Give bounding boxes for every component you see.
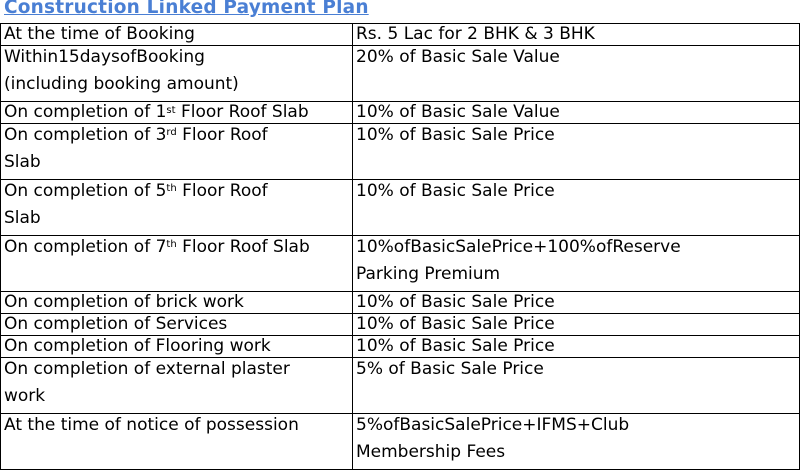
payment-text: 5% of Basic Sale Price — [356, 359, 544, 379]
table-row — [1, 124, 800, 180]
table-row — [1, 336, 800, 358]
word: Within — [4, 47, 59, 67]
milestone-text — [4, 180, 349, 202]
milestone-text: At the time of Booking — [4, 24, 195, 44]
word: of — [119, 47, 137, 67]
milestone-text: On completion of 1 — [4, 102, 167, 122]
milestone-cell — [1, 236, 353, 292]
table-row — [1, 314, 800, 336]
word: of — [595, 237, 613, 257]
milestone-text: On completion of brick work — [4, 292, 244, 312]
payment-text-line2: Membership Fees — [356, 442, 506, 462]
word: Price — [491, 237, 534, 257]
word: Basic — [399, 415, 445, 435]
word: Price — [480, 415, 523, 435]
milestone-text-head: On completion of 5 — [4, 181, 167, 201]
milestone-text: At the time of notice of possession — [4, 415, 299, 435]
payment-text: 10% of Basic Sale Price — [356, 181, 555, 201]
payment-text: 10% of Basic Sale Price — [356, 292, 555, 312]
ordinal-suffix: th — [166, 183, 177, 194]
milestone-cell — [1, 336, 353, 358]
table-row — [1, 414, 800, 470]
payment-text: Rs. 5 Lac for 2 BHK & 3 BHK — [356, 24, 595, 44]
milestone-text — [4, 124, 349, 146]
payment-cell — [353, 24, 800, 46]
word: Booking — [136, 47, 205, 67]
milestone-text-head: On completion of 7 — [4, 237, 167, 257]
payment-cell — [353, 314, 800, 336]
word: + — [522, 415, 537, 435]
word: 15 — [58, 47, 80, 67]
payment-cell — [353, 292, 800, 314]
milestone-text — [4, 236, 349, 258]
word: Basic — [410, 237, 456, 257]
ordinal-suffix: st — [166, 105, 176, 116]
milestone-text: On completion of Flooring work — [4, 336, 271, 356]
milestone-cell — [1, 102, 353, 124]
milestone-text-head: On completion of 3 — [4, 125, 167, 145]
table-row — [1, 236, 800, 292]
milestone-cell — [1, 180, 353, 236]
ordinal-suffix: rd — [166, 127, 177, 138]
milestone-cell — [1, 292, 353, 314]
milestone-cell — [1, 124, 353, 180]
milestone-text-line2: Slab — [4, 152, 41, 172]
payment-plan-table — [0, 23, 800, 470]
milestone-text-line2: (including booking amount) — [4, 74, 239, 94]
table-row — [1, 292, 800, 314]
milestone-text-tail: Floor Roof Slab — [175, 102, 309, 122]
milestone-text-tail: Floor Roof — [176, 181, 268, 201]
milestone-text-line2: Slab — [4, 208, 41, 228]
payment-text-line2: Parking Premium — [356, 264, 501, 284]
payment-cell — [353, 46, 800, 102]
milestone-cell — [1, 358, 353, 414]
milestone-cell — [1, 314, 353, 336]
payment-cell — [353, 124, 800, 180]
table-row — [1, 102, 800, 124]
payment-text: 10% of Basic Sale Price — [356, 314, 555, 334]
milestone-text-tail: Floor Roof Slab — [176, 237, 310, 257]
payment-cell — [353, 236, 800, 292]
payment-text: 20% of Basic Sale Value — [356, 47, 560, 67]
milestone-text — [4, 46, 349, 68]
word: days — [79, 47, 120, 67]
word: Sale — [444, 415, 481, 435]
word: 5% — [356, 415, 383, 435]
milestone-text-tail: Floor Roof — [176, 125, 268, 145]
payment-plan-title: Construction Linked Payment Plan — [4, 0, 369, 18]
payment-text: 10% of Basic Sale Price — [356, 336, 555, 356]
word: + — [533, 237, 548, 257]
table-row — [1, 358, 800, 414]
word: of — [393, 237, 411, 257]
word: Sale — [455, 237, 492, 257]
payment-text — [356, 414, 796, 436]
milestone-text: On completion of Services — [4, 314, 228, 334]
word: IFMS — [536, 415, 577, 435]
word: Club — [591, 415, 630, 435]
payment-text: 10% of Basic Sale Value — [356, 102, 560, 122]
payment-cell — [353, 414, 800, 470]
payment-text — [356, 236, 796, 258]
word: Reserve — [612, 237, 681, 257]
milestone-text: On completion of external plaster — [4, 359, 290, 379]
payment-cell — [353, 102, 800, 124]
table-row — [1, 180, 800, 236]
payment-cell — [353, 336, 800, 358]
table-row — [1, 46, 800, 102]
word: 10% — [356, 237, 394, 257]
milestone-cell — [1, 414, 353, 470]
payment-cell — [353, 358, 800, 414]
word: + — [576, 415, 592, 435]
payment-cell — [353, 180, 800, 236]
milestone-cell — [1, 24, 353, 46]
word: 100% — [547, 237, 596, 257]
milestone-text-line2: work — [4, 386, 46, 406]
payment-text: 10% of Basic Sale Price — [356, 125, 555, 145]
word: of — [382, 415, 400, 435]
ordinal-suffix: th — [166, 239, 177, 250]
table-row — [1, 24, 800, 46]
milestone-cell — [1, 46, 353, 102]
